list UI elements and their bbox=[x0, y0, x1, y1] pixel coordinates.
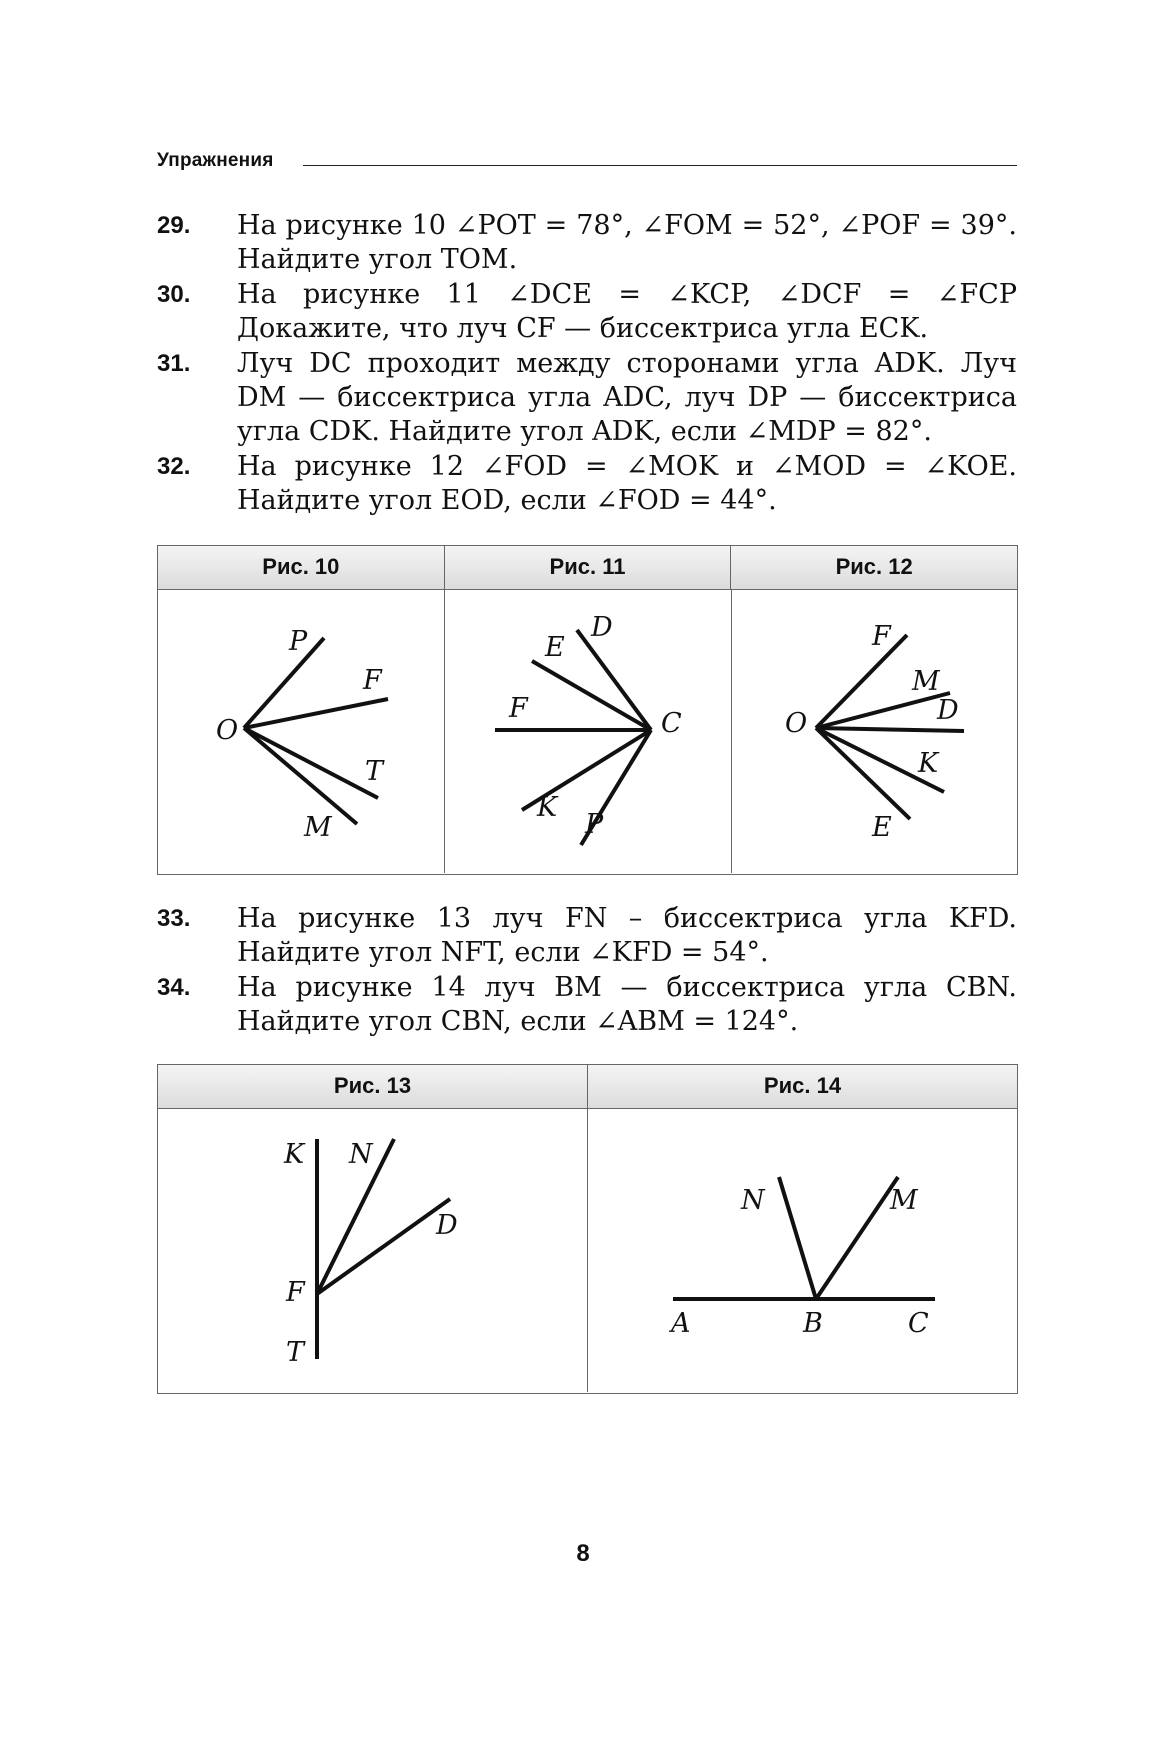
ray-CD bbox=[577, 630, 651, 730]
exercise-text: На рисунке 10 ∠POT = 78°, ∠FOM = 52°, ∠POF = 39°. Найдите угол TOM. bbox=[237, 210, 1017, 275]
figure-13-drawing bbox=[158, 1109, 587, 1392]
figure-12-drawing bbox=[732, 590, 1018, 873]
point-label-K: K bbox=[918, 748, 939, 779]
exercise-number: 34. bbox=[157, 974, 191, 1001]
point-label-T: T bbox=[286, 1337, 305, 1368]
exercise-33 bbox=[157, 902, 1017, 970]
figure-14-drawing bbox=[588, 1109, 1017, 1392]
figure-label-11: Рис. 11 bbox=[445, 546, 732, 589]
figure-label-10: Рис. 10 bbox=[158, 546, 445, 589]
exercise-list-bottom bbox=[157, 902, 1017, 1040]
figure-10-drawing bbox=[158, 590, 444, 873]
figure-14 bbox=[588, 1109, 1017, 1392]
section-header bbox=[157, 150, 1017, 178]
point-label-N: N bbox=[741, 1185, 765, 1216]
page-number: 8 bbox=[576, 1540, 590, 1567]
figure-11 bbox=[445, 590, 732, 873]
point-label-K: K bbox=[284, 1139, 305, 1170]
figure-body-row bbox=[158, 1109, 1017, 1392]
figure-13 bbox=[158, 1109, 588, 1392]
exercise-number: 32. bbox=[157, 453, 191, 480]
exercise-number: 33. bbox=[157, 905, 191, 932]
figure-label-14: Рис. 14 bbox=[763, 1073, 842, 1098]
point-label-D: D bbox=[591, 612, 613, 643]
point-label-C: C bbox=[908, 1308, 929, 1339]
exercise-34 bbox=[157, 971, 1017, 1039]
figure-table-bottom bbox=[157, 1064, 1018, 1394]
point-label-M: M bbox=[912, 666, 940, 697]
point-label-D: D bbox=[937, 695, 959, 726]
point-label-O: O bbox=[785, 708, 808, 739]
point-label-F: F bbox=[286, 1277, 305, 1308]
point-label-A: A bbox=[671, 1308, 691, 1339]
ray-CE bbox=[532, 661, 651, 730]
exercise-number: 29. bbox=[157, 212, 191, 239]
point-label-C: C bbox=[661, 708, 682, 739]
ray-FD bbox=[317, 1199, 450, 1294]
point-label-F: F bbox=[872, 621, 891, 652]
exercise-number: 30. bbox=[157, 281, 191, 308]
figure-10 bbox=[158, 590, 445, 873]
exercise-31 bbox=[157, 347, 1017, 449]
exercise-text: На рисунке 14 луч BM — биссектриса угла CBN. Найдите угол CBN, если ∠ABM = 124°. bbox=[237, 972, 1017, 1037]
figure-table-top bbox=[157, 545, 1018, 875]
exercise-32 bbox=[157, 450, 1017, 518]
figure-body-row bbox=[158, 590, 1017, 873]
exercise-30 bbox=[157, 278, 1017, 346]
exercise-number: 31. bbox=[157, 350, 191, 377]
ray-OE bbox=[816, 728, 910, 819]
exercise-text: На рисунке 11 ∠DCE = ∠KCP, ∠DCF = ∠FCP Докажите, что луч CF — биссектриса угла ECK. bbox=[237, 279, 1017, 344]
point-label-M: M bbox=[890, 1185, 918, 1216]
point-label-F: F bbox=[509, 693, 528, 724]
point-label-P: P bbox=[585, 809, 604, 840]
point-label-T: T bbox=[365, 756, 384, 787]
exercise-text: На рисунке 12 ∠FOD = ∠MOK и ∠MOD = ∠KOE. Найдите угол EOD, если ∠FOD = 44°. bbox=[237, 451, 1017, 516]
point-label-O: O bbox=[216, 715, 239, 746]
figure-label-13: Рис. 13 bbox=[158, 1065, 588, 1108]
point-label-E: E bbox=[545, 632, 565, 663]
point-label-K: K bbox=[537, 792, 558, 823]
ray-BN bbox=[779, 1177, 816, 1299]
figure-12 bbox=[732, 590, 1018, 873]
point-label-E: E bbox=[872, 812, 892, 843]
figure-label-12: Рис. 12 bbox=[835, 554, 913, 579]
exercise-list-top bbox=[157, 209, 1017, 519]
ray-BM bbox=[816, 1177, 898, 1299]
exercise-text: Луч DC проходит между сторонами угла ADK. Луч DM — биссектриса угла ADC, луч DP — биссектриса угла CDK. Найдите угол ADK, если ∠MDP = 82°. bbox=[237, 348, 1017, 447]
point-label-D: D bbox=[436, 1210, 458, 1241]
exercise-29 bbox=[157, 209, 1017, 277]
ray-OD bbox=[816, 728, 964, 731]
point-label-F: F bbox=[363, 665, 382, 696]
point-label-P: P bbox=[289, 626, 308, 657]
ray-OM bbox=[816, 693, 950, 728]
section-title: Упражнения bbox=[157, 150, 274, 171]
figure-header-row bbox=[158, 546, 1017, 590]
figure-header-row bbox=[158, 1065, 1017, 1109]
exercise-text: На рисунке 13 луч FN – биссектриса угла KFD. Найдите угол NFT, если ∠KFD = 54°. bbox=[237, 903, 1017, 968]
section-rule bbox=[303, 165, 1017, 166]
point-label-N: N bbox=[349, 1139, 373, 1170]
figure-11-drawing bbox=[445, 590, 731, 873]
point-label-B: B bbox=[803, 1308, 823, 1339]
point-label-M: M bbox=[304, 812, 332, 843]
